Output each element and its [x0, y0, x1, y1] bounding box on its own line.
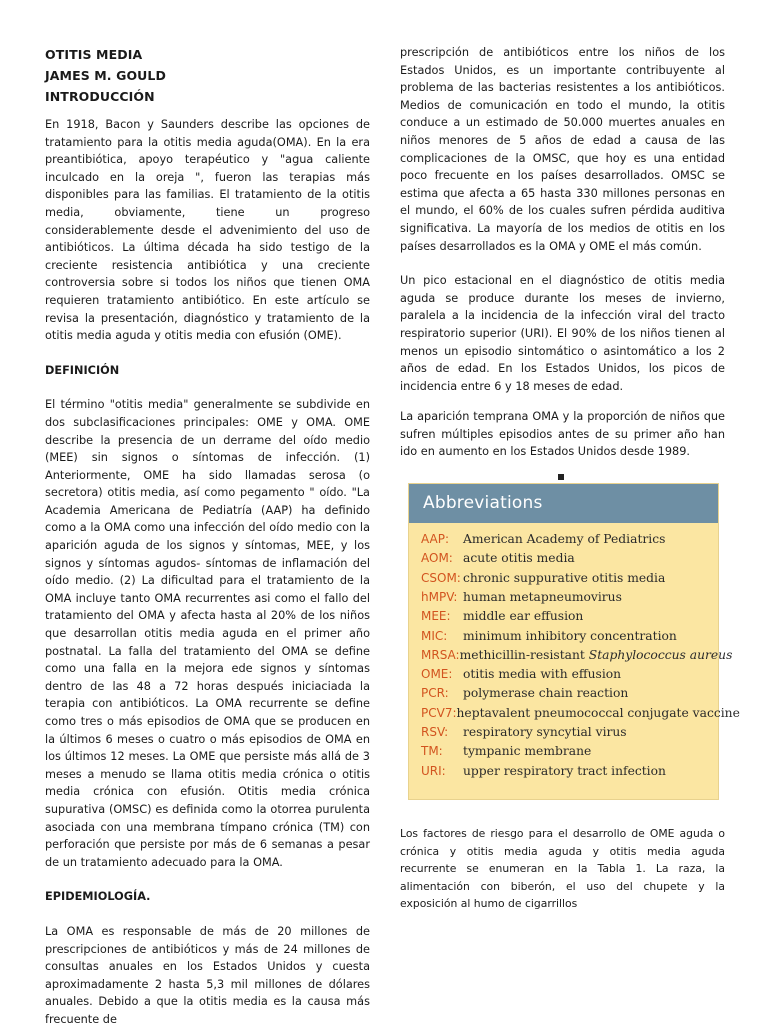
abbreviation-row	[421, 588, 718, 607]
author-name: JAMES M. GOULD	[45, 68, 166, 83]
abbreviations-title: Abbreviations	[409, 484, 718, 523]
title-block	[45, 44, 370, 107]
abbreviation-definition: acute otitis media	[463, 551, 575, 566]
abbreviation-definition: upper respiratory tract infection	[463, 763, 666, 778]
abbreviation-code: MEE:	[421, 609, 451, 624]
right-paragraph-3: La aparición temprana OMA y la proporción de niños que sufren múltiples episodios antes de su primer año han ido en aumento en los Estados Unidos desde 1989.	[400, 410, 725, 459]
intro-heading: INTRODUCCIÓN	[45, 89, 155, 104]
abbreviation-definition: polymerase chain reaction	[463, 686, 629, 701]
right-paragraph-1: prescripción de antibióticos entre los niños de los Estados Unidos, es un importante contribuyente al problema de las bacterias resistentes a los antibióticos. Medios de comunicación en todo el mundo, la otitis conduce a un estimado de 50.000 muertes anuales en niños menores de 5 años de edad a causa de las complicaciones de la OMSC, que hoy es una entidad poco frecuente en los países desarrollados. OMSC se estima que afecta a 65 hasta 330 millones personas en el mundo, el 60% de los cuales sufren pérdida auditiva significativa. La mayoría de los medios de otitis en los países desarrollados es la OMA y OME el más común.	[400, 46, 725, 253]
abbreviation-row	[421, 684, 718, 703]
abbreviation-definition: otitis media with effusion	[463, 667, 622, 682]
abbreviation-code: AOM:	[421, 551, 453, 566]
abbreviation-code: TM:	[421, 744, 443, 759]
abbreviation-code: MRSA:	[421, 647, 460, 662]
abbreviation-row	[421, 627, 718, 646]
right-paragraph-2: Un pico estacional en el diagnóstico de otitis media aguda se produce durante los meses de invierno, paralela a la incidencia de la infección viral del tracto respiratorio superior (URI). El 90% de los niños tienen al menos un episodio sintomático o asintomático a los 2 años de edad. En los Estados Unidos, los picos de incidencia entre 6 y 18 meses de edad.	[400, 274, 725, 393]
abbreviation-definition: tympanic membrane	[463, 744, 592, 759]
article-title: OTITIS MEDIA	[45, 47, 143, 62]
intro-paragraph: En 1918, Bacon y Saunders describe las opciones de tratamiento para la otitis media aguda(OMA). En la era preantibiótica, apoyo terapéutico y "agua caliente inculcado en la oreja ", fueron las terapias más disponibles para las familias. El tratamiento de la otitis media, obviamente, tiene un progreso considerablemente desde el advenimiento del uso de antibióticos. La última década ha sido testigo de la creciente resistencia antibiótica y una creciente controversia sobre si todos los niños que tienen OMA requieren tratamiento antibiótico. En este artículo se revisa la presentación, diagnóstico y tratamiento de la otitis media aguda y otitis media con efusión (OME).	[45, 118, 370, 343]
epidemiology-paragraph: La OMA es responsable de más de 20 millones de prescripciones de antibióticos y más de 24 millones de consultas anuales en los Estados Unidos y cuesta aproximadamente 2 hasta 5,3 mil millones de dólares anuales. Debido a que la otitis media es la causa más frecuente de	[45, 924, 370, 1026]
abbreviation-definition: respiratory syncytial virus	[463, 725, 627, 740]
abbreviation-code: PCV7:	[421, 705, 457, 720]
abbreviation-row	[421, 704, 740, 723]
abbreviation-row	[421, 742, 718, 761]
right-paragraph-4: Los factores de riesgo para el desarrollo de OME aguda o crónica y otitis media aguda y otitis media aguda recurrente se enumeran en la Tabla 1. La raza, la alimentación con biberón, el uso del chupete y la exposición al humo de cigarrillos	[400, 827, 725, 911]
epidemiology-heading: EPIDEMIOLOGÍA.	[45, 890, 151, 904]
abbreviation-definition: human metapneumovirus	[463, 589, 622, 604]
abbreviation-definition: methicillin-resistant Staphylococcus aureus	[459, 647, 733, 662]
abbreviation-code: AAP:	[421, 532, 450, 547]
abbreviation-row	[421, 530, 718, 549]
abbreviation-code: hMPV:	[421, 589, 458, 604]
abbreviation-definition: American Academy of Pediatrics	[463, 532, 666, 547]
abbreviation-code: URI:	[421, 763, 446, 778]
left-column	[45, 44, 370, 1029]
abbreviation-code: RSV:	[421, 725, 449, 740]
definition-heading: DEFINICIÓN	[45, 363, 120, 377]
abbreviation-code: OME:	[421, 667, 453, 682]
abbreviation-code: CSOM:	[421, 570, 461, 585]
abbreviation-row	[421, 549, 718, 568]
right-column	[400, 44, 740, 913]
abbreviation-row	[421, 607, 718, 626]
abbreviation-code: MIC:	[421, 628, 448, 643]
abbreviation-row	[421, 569, 718, 588]
abbreviation-definition: heptavalent pneumococcal conjugate vaccine	[456, 705, 740, 720]
abbreviation-code: PCR:	[421, 686, 449, 701]
abbreviations-list	[409, 523, 740, 781]
marker-square	[558, 474, 564, 480]
abbreviation-row	[421, 723, 718, 742]
abbreviation-definition: minimum inhibitory concentration	[463, 628, 677, 643]
abbreviations-table	[408, 483, 740, 800]
definition-paragraph: El término "otitis media" generalmente se subdivide en dos subclasificaciones principales: OME y OMA. OME describe la presencia de un derrame del oído medio (MEE) sin signos o síntomas de infección. (1) Anteriormente, OME ha sido llamadas serosa (o secretora) otitis media, así como pegamento " oído. "La Academia Americana de Pediatría (AAP) ha definido como a la OMA como una infección del oído medio con la aparición aguda de los signos y síntomas, MEE, y los signos y síntomas agudos- síntomas de inflamación del oído medio. (2) La dificultad para el tratamiento de la OMA incluye tanto OMA recurrentes asi como el fallo del tratamiento del OMA y afecta hasta al 20% de los niños que desarrollan otitis media aguda en el primer año postnatal. La falla del tratamiento del OMA se define como una falla en la mejora ede signos y síntomas dentro de las 48 a 72 horas después iniciaciada la terapia con antibióticos. La OMA recurrente se define como tres o más episodios de OMA que se producen en la últimos 6 meses o cuatro o más episodios de OMA en los últimos 12 meses. La OME que persiste más allá de 3 meses a menudo se llama otitis media crónica o otitis media crónica con efusión. Otitis media crónica supurativa (OMSC) es definida como la otorrea purulenta asociada con una membrana tímpano crónica (TM) con perforación que persiste por más de 6 semanas a pesar de un tratamiento adecuado para la OMA.	[45, 398, 370, 869]
abbreviation-row	[421, 646, 733, 665]
abbreviation-definition: chronic suppurative otitis media	[463, 570, 666, 585]
abbreviation-row	[421, 762, 718, 781]
abbreviation-row	[421, 665, 718, 684]
abbreviation-definition: middle ear effusion	[463, 609, 584, 624]
